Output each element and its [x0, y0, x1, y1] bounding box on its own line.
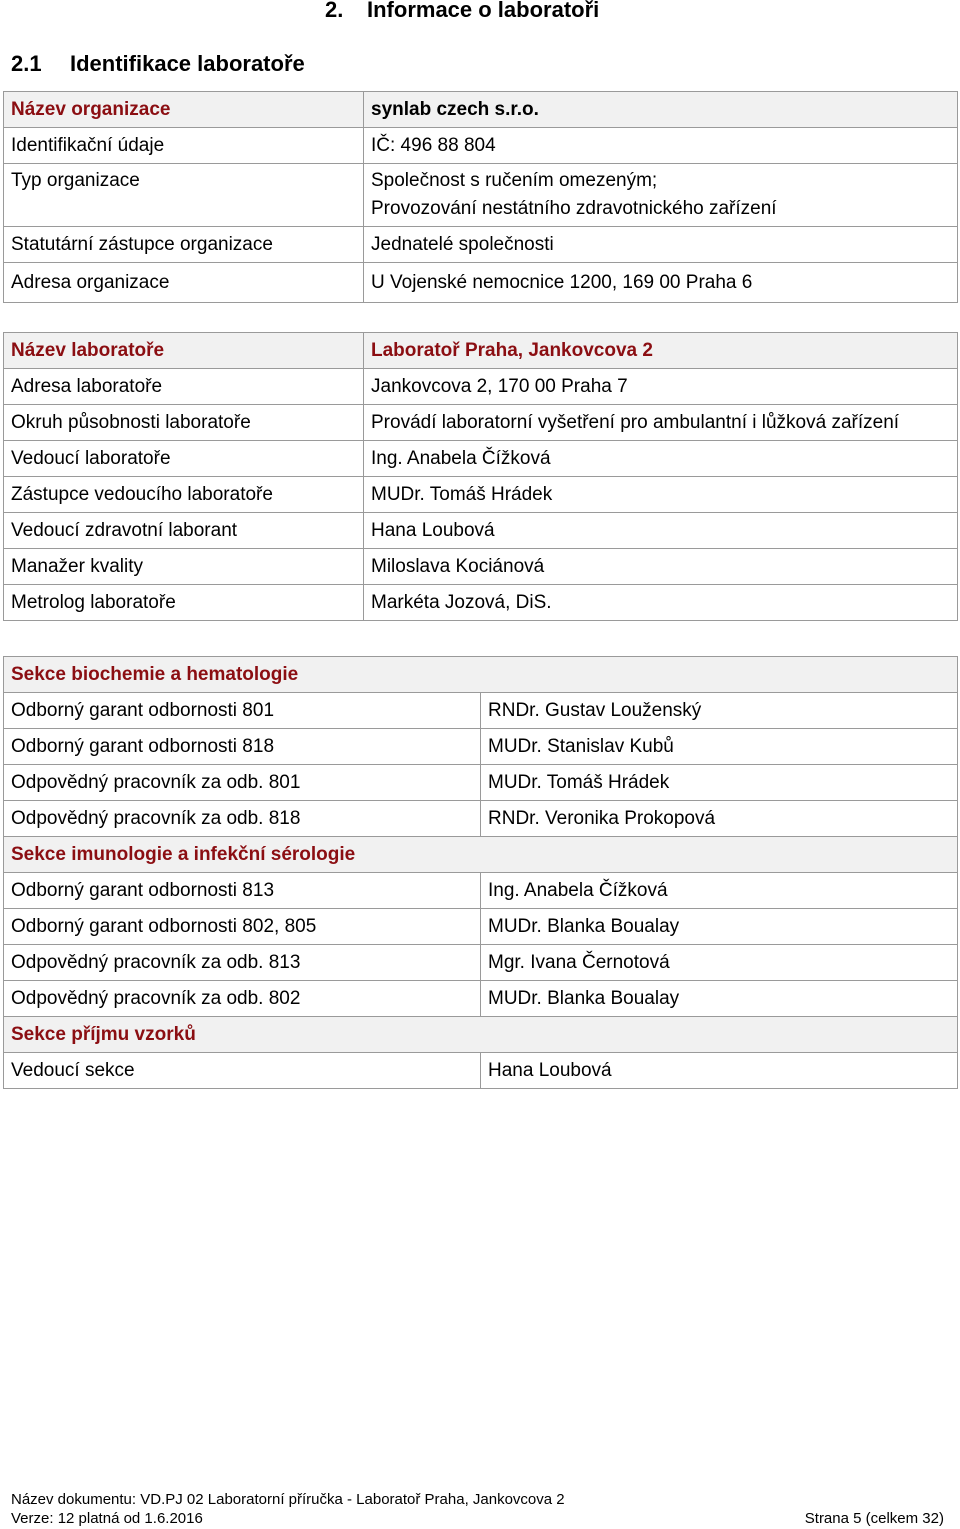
- section-row-value: Mgr. Ivana Černotová: [481, 945, 958, 981]
- section-row-value: MUDr. Blanka Boualay: [481, 909, 958, 945]
- table-row: [4, 909, 958, 945]
- lab-row-label: Zástupce vedoucího laboratoře: [4, 477, 364, 513]
- subsection-heading: [11, 51, 305, 77]
- table-row: [4, 513, 958, 549]
- lab-row-value: Provádí laboratorní vyšetření pro ambulantní i lůžková zařízení: [364, 405, 958, 441]
- section-row-label: Odpovědný pracovník za odb. 813: [4, 945, 481, 981]
- section-row-value: Hana Loubová: [481, 1053, 958, 1089]
- footer-page-number: Strana 5 (celkem 32): [804, 1510, 944, 1527]
- table-row: [4, 441, 958, 477]
- lab-row-value: Ing. Anabela Čížková: [364, 441, 958, 477]
- section-row-label: Odborný garant odbornosti 802, 805: [4, 909, 481, 945]
- subsection-title: Identifikace laboratoře: [70, 51, 305, 76]
- table-row: [4, 765, 958, 801]
- lab-row-label: Metrolog laboratoře: [4, 585, 364, 621]
- table-row: [4, 227, 958, 263]
- section-title-sample-intake: Sekce příjmu vzorků: [4, 1017, 958, 1053]
- section-header-row: [4, 657, 958, 693]
- org-type-value-line1: Společnost s ručením omezeným;: [371, 170, 658, 191]
- lab-row-value: Markéta Jozová, DiS.: [364, 585, 958, 621]
- table-row: [4, 801, 958, 837]
- lab-row-value: Miloslava Kociánová: [364, 549, 958, 585]
- org-statutory-label: Statutární zástupce organizace: [4, 227, 364, 263]
- table-row: [4, 1053, 958, 1089]
- section-header-row: [4, 1017, 958, 1053]
- table-row: [4, 873, 958, 909]
- org-name-value: synlab czech s.r.o.: [364, 92, 958, 128]
- lab-row-label: Adresa laboratoře: [4, 369, 364, 405]
- lab-name-value: Laboratoř Praha, Jankovcova 2: [364, 333, 958, 369]
- table-row: [4, 585, 958, 621]
- lab-row-label: Manažer kvality: [4, 549, 364, 585]
- lab-row-label: Okruh působnosti laboratoře: [4, 405, 364, 441]
- section-title-immunology: Sekce imunologie a infekční sérologie: [4, 837, 958, 873]
- table-row: [4, 128, 958, 164]
- section-title: Informace o laboratoři: [367, 0, 600, 22]
- section-row-label: Odpovědný pracovník za odb. 818: [4, 801, 481, 837]
- footer-document-name: Název dokumentu: VD.PJ 02 Laboratorní příručka - Laboratoř Praha, Jankovcova 2: [11, 1491, 565, 1508]
- table-row: [4, 164, 958, 227]
- section-row-label: Vedoucí sekce: [4, 1053, 481, 1089]
- table-row: [4, 693, 958, 729]
- table-row: [4, 549, 958, 585]
- section-row-value: MUDr. Stanislav Kubů: [481, 729, 958, 765]
- section-row-value: RNDr. Gustav Louženský: [481, 693, 958, 729]
- section-row-label: Odpovědný pracovník za odb. 802: [4, 981, 481, 1017]
- org-type-value-line2: Provozování nestátního zdravotnického zařízení: [371, 198, 777, 219]
- table-row: [4, 263, 958, 303]
- organization-table: [3, 91, 958, 303]
- section-row-value: MUDr. Blanka Boualay: [481, 981, 958, 1017]
- org-type-label: Typ organizace: [4, 164, 364, 227]
- section-row-label: Odborný garant odbornosti 801: [4, 693, 481, 729]
- table-row: [4, 477, 958, 513]
- lab-row-label: Vedoucí zdravotní laborant: [4, 513, 364, 549]
- section-row-label: Odpovědný pracovník za odb. 801: [4, 765, 481, 801]
- section-header-row: [4, 837, 958, 873]
- lab-row-value: MUDr. Tomáš Hrádek: [364, 477, 958, 513]
- table-row: [4, 945, 958, 981]
- section-row-value: Ing. Anabela Čížková: [481, 873, 958, 909]
- section-number: 2.: [325, 0, 344, 22]
- sections-table: [3, 656, 958, 1089]
- section-heading: [325, 0, 599, 23]
- lab-row-value: Jankovcova 2, 170 00 Praha 7: [364, 369, 958, 405]
- lab-row-value: Hana Loubová: [364, 513, 958, 549]
- table-row: [4, 92, 958, 128]
- org-statutory-value: Jednatelé společnosti: [364, 227, 958, 263]
- org-id-label: Identifikační údaje: [4, 128, 364, 164]
- org-address-value: U Vojenské nemocnice 1200, 169 00 Praha 6: [364, 263, 958, 303]
- org-name-label: Název organizace: [4, 92, 364, 128]
- lab-name-label: Název laboratoře: [4, 333, 364, 369]
- section-row-value: MUDr. Tomáš Hrádek: [481, 765, 958, 801]
- lab-row-label: Vedoucí laboratoře: [4, 441, 364, 477]
- table-row: [4, 729, 958, 765]
- table-row: [4, 333, 958, 369]
- table-row: [4, 981, 958, 1017]
- org-address-label: Adresa organizace: [4, 263, 364, 303]
- section-row-label: Odborný garant odbornosti 818: [4, 729, 481, 765]
- subsection-number: 2.1: [11, 51, 42, 76]
- org-type-value: [364, 164, 958, 227]
- footer-version: Verze: 12 platná od 1.6.2016: [11, 1510, 203, 1527]
- section-row-value: RNDr. Veronika Prokopová: [481, 801, 958, 837]
- table-row: [4, 369, 958, 405]
- table-row: [4, 405, 958, 441]
- section-title-biochemistry: Sekce biochemie a hematologie: [4, 657, 958, 693]
- org-id-value: IČ: 496 88 804: [364, 128, 958, 164]
- laboratory-table: [3, 332, 958, 621]
- section-row-label: Odborný garant odbornosti 813: [4, 873, 481, 909]
